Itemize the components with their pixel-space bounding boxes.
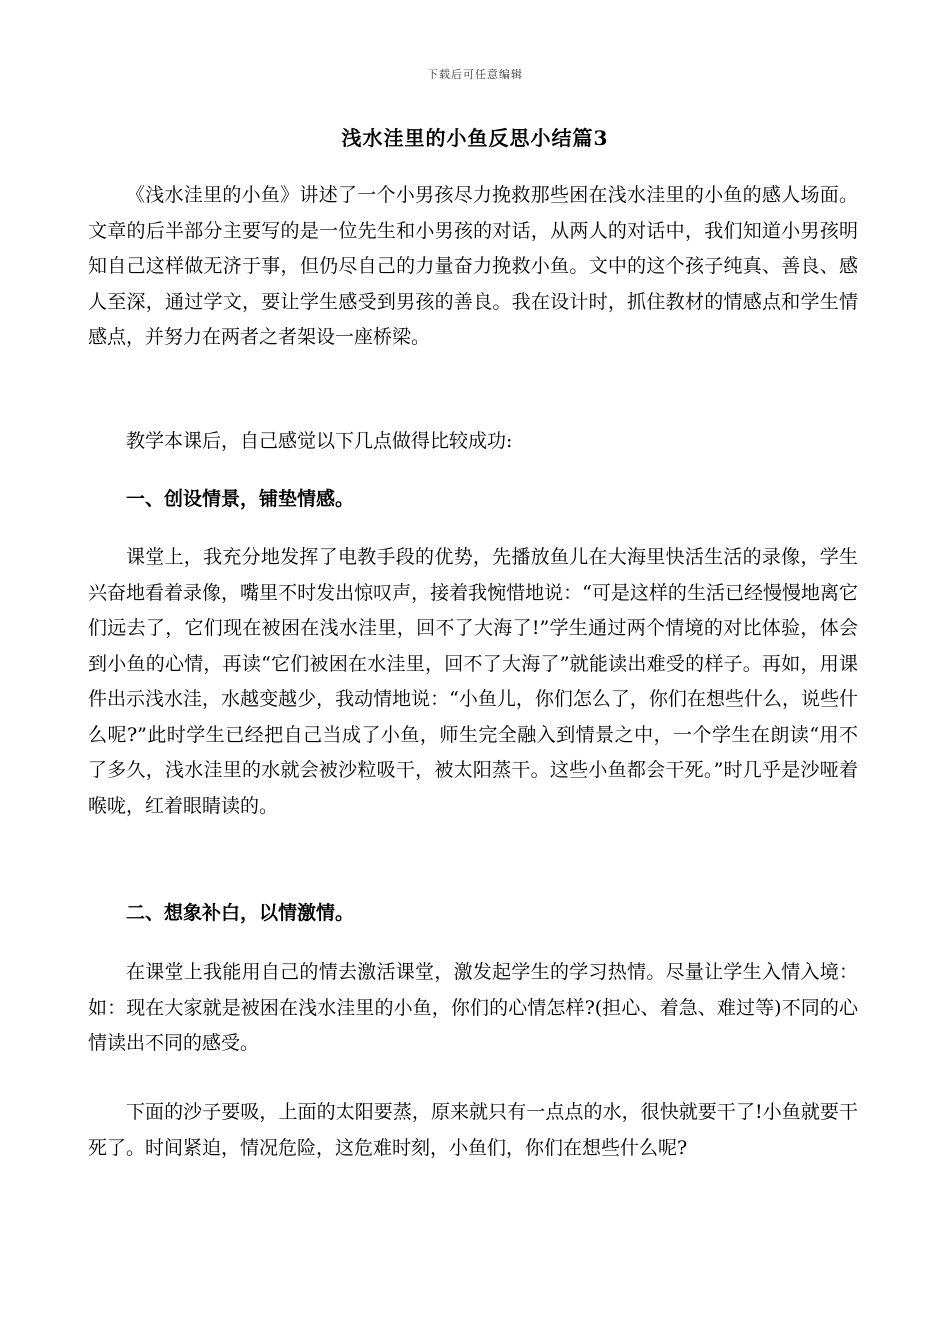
paragraph-section-2: 在课堂上我能用自己的情去激活课堂，激发起学生的学习热情。尽量让学生入情入境：如：现在大家就是被困在浅水洼里的小鱼，你们的心情怎样?(担心、着急、难过等)不同的心情读出不同的感受。 bbox=[88, 961, 858, 1054]
paragraph-section-2b: 下面的沙子要吸，上面的太阳要蒸，原来就只有一点点的水，很快就要干了!小鱼就要干死了。时间紧迫，情况危险，这危难时刻，小鱼们，你们在想些什么呢? bbox=[88, 1101, 858, 1159]
paragraph-summary: 教学本课后，自己感觉以下几点做得比较成功: bbox=[126, 430, 513, 452]
paragraph-intro-block bbox=[88, 178, 858, 356]
section-heading-2-block bbox=[88, 896, 858, 932]
section-heading-2: 二、想象补白，以情激情。 bbox=[126, 902, 355, 924]
document-title: 浅水洼里的小鱼反思小结篇3 bbox=[341, 126, 609, 150]
paragraph-section-1-block bbox=[88, 540, 858, 824]
section-heading-1: 一、创设情景，铺垫情感。 bbox=[126, 488, 355, 510]
paragraph-section-1: 课堂上，我充分地发挥了电教手段的优势，先播放鱼儿在大海里快活生活的录像，学生兴奋地看着录像，嘴里不时发出惊叹声，接着我惋惜地说：“可是这样的生活已经慢慢地离它们远去了，它们现在被困在浅水洼里，回不了大海了!”学生通过两个情境的对比体验，体会到小鱼的心情，再读“它们被困在水洼里，回不了大海了”就能读出难受的样子。再如，用课件出示浅水洼，水越变越少，我动情地说：“小鱼儿，你们怎么了，你们在想些什么，说些什么呢?”此时学生已经把自己当成了小鱼，师生完全融入到情景之中，一个学生在朗读“用不了多久，浅水洼里的水就会被沙粒吸干，被太阳蒸干。这些小鱼都会干死。”时几乎是沙哑着喉咙，红着眼睛读的。 bbox=[88, 546, 858, 817]
paragraph-summary-block bbox=[88, 424, 858, 460]
paragraph-intro: 《浅水洼里的小鱼》讲述了一个小男孩尽力挽救那些困在浅水洼里的小鱼的感人场面。文章的后半部分主要写的是一位先生和小男孩的对话，从两人的对话中，我们知道小男孩明知自己这样做无济于事，但仍尽自己的力量奋力挽救小鱼。文中的这个孩子纯真、善良、感人至深，通过学文，要让学生感受到男孩的善良。我在设计时，抓住教材的情感点和学生情感点，并努力在两者之者架设一座桥梁。 bbox=[88, 184, 858, 348]
paragraph-section-2-block bbox=[88, 955, 858, 1062]
section-heading-1-block bbox=[88, 482, 858, 518]
paragraph-section-2b-block bbox=[88, 1095, 858, 1166]
header-note: 下载后可任意编辑 bbox=[427, 68, 523, 81]
